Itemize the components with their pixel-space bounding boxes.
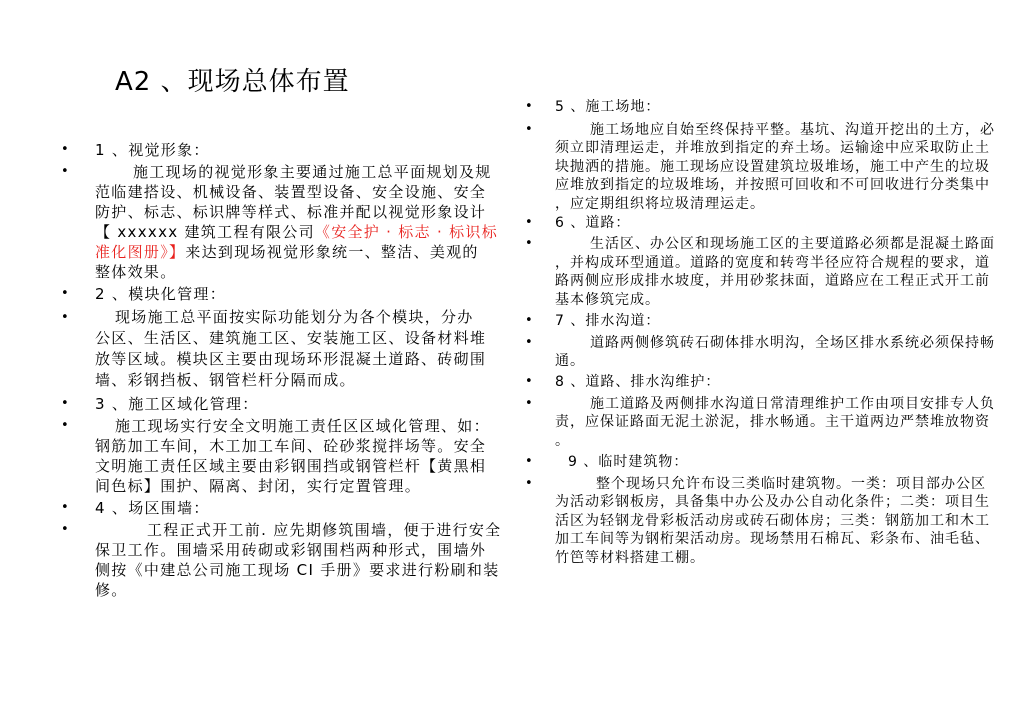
paragraph-line: 责，应保证路面无泥土淤泥，排水畅通。主干道两边严禁堆放物资	[555, 414, 990, 431]
bullet-dot: •	[525, 396, 534, 411]
paragraph-line: 钢筋加工车间，木工加工车间、砼砂浆搅拌场等。安全	[95, 437, 487, 455]
paragraph	[61, 162, 499, 282]
heading-text: 4 、场区围墙：	[95, 499, 210, 517]
paragraph-line: 为活动彩钢板房，具备集中办公及办公自动化条件；二类：项目生	[555, 494, 990, 511]
page-title: A2 、现场总体布置	[115, 67, 350, 97]
paragraph-line: 应堆放到指定的垃圾堆场，并按照可回收和不可回收进行分类集中	[555, 177, 990, 194]
bullet-dot: •	[61, 522, 70, 537]
bullet-dot: •	[61, 310, 70, 325]
paragraph-line: ，并构成环型通道。道路的宽度和转弯半径应符合规程的要求，道	[555, 254, 990, 271]
bullet-dot: •	[61, 164, 70, 179]
paragraph-line: 侧按《中建总公司施工现场 CI 手册》要求进行粉刷和装	[95, 561, 500, 579]
paragraph	[525, 235, 995, 310]
paragraph-line: 施工场地应自始至终保持平整。基坑、沟道开挖出的土方，必	[590, 122, 995, 138]
paragraph-line: 。	[555, 432, 570, 449]
bullet-dot: •	[61, 500, 70, 515]
section-heading	[61, 394, 259, 414]
bullet-dot: •	[525, 122, 534, 137]
section-heading	[525, 98, 661, 116]
bullet-dot: •	[525, 215, 534, 230]
paragraph-line: 生活区、办公区和现场施工区的主要道路必须都是混凝土路面	[590, 236, 995, 252]
paragraph-line: 加工车间等为钢桁架活动房。现场禁用石棉瓦、彩条布、油毛毡、	[555, 531, 990, 548]
bullet-dot: •	[525, 374, 534, 389]
bullet-dot: •	[525, 236, 534, 251]
bullet-dot: •	[61, 396, 70, 411]
bullet-dot: •	[61, 286, 70, 301]
paragraph-line: 施工道路及两侧排水沟道日常清理维护工作由项目安排专人负	[590, 396, 995, 412]
paragraph-line: 保卫工作。围墙采用砖砌或彩钢围档两种形式，围墙外	[95, 541, 487, 559]
heading-text: 7 、排水沟道：	[555, 313, 661, 329]
paragraph-line: 防护、标志、标识牌等样式、标准并配以视觉形象设计	[95, 203, 487, 221]
paragraph	[525, 121, 995, 213]
section-heading	[525, 312, 661, 330]
paragraph	[525, 334, 995, 371]
bullet-dot: •	[525, 476, 534, 491]
heading-text: 6 、道路：	[555, 215, 631, 231]
paragraph-line	[95, 222, 498, 242]
paragraph	[61, 307, 487, 391]
heading-text: 2 、模块化管理：	[95, 285, 227, 303]
paragraph	[61, 416, 490, 496]
paragraph-line: 文明施工责任区域主要由彩钢围挡或钢管栏杆【黄黑相	[95, 457, 487, 475]
section-heading	[525, 453, 689, 471]
paragraph-line: 整个现场只允许布设三类临时建筑物。一类：项目部办公区	[596, 476, 986, 492]
bullet-dot: •	[525, 454, 534, 469]
paragraph-line: 通。	[555, 353, 585, 370]
bullet-dot: •	[525, 99, 534, 114]
heading-text: 1 、视觉形象：	[95, 141, 210, 159]
paragraph-line: 施工现场的视觉形象主要通过施工总平面规划及规	[133, 163, 492, 181]
section-heading	[525, 214, 631, 232]
paragraph-line: 公区、生活区、建筑施工区、安装施工区、设备材料堆	[95, 329, 487, 347]
paragraph-line: 墙、彩钢挡板、钢管栏杆分隔而成。	[95, 371, 356, 389]
paragraph-line: 间色标】围护、隔离、封闭，实行定置管理。	[95, 477, 422, 495]
section-heading	[61, 284, 227, 304]
paragraph-line: 修。	[95, 581, 128, 599]
paragraph-line: 工程正式开工前. 应先期修筑围墙，便于进行安全	[147, 521, 502, 539]
bullet-dot: •	[61, 418, 70, 433]
paragraph-line: ，应定期组织将垃圾清理运走。	[555, 195, 765, 212]
paragraph-line: 须立即清理运走，并堆放到指定的弃土场。运输途中应采取防止土	[555, 140, 990, 157]
paragraph-line: 现场施工总平面按实际功能划分为各个模块，分办	[115, 308, 474, 326]
paragraph-line: 道路两侧修筑砖石砌体排水明沟，全场区排水系统必须保持畅	[590, 335, 995, 351]
heading-text: 9 、临时建筑物：	[568, 454, 689, 470]
paragraph-line: 整体效果。	[95, 263, 177, 281]
paragraph-line: 基本修筑完成。	[555, 292, 660, 309]
manual-title-text: 《安全护 · 标志 · 标识标	[314, 223, 499, 241]
paragraph-line: 竹笆等材料搭建工棚。	[555, 549, 705, 566]
paragraph	[525, 395, 995, 450]
paragraph-line: 块抛洒的措施。施工现场应设置建筑垃圾堆场，施工中产生的垃圾	[555, 158, 990, 175]
paragraph-line: 放等区域。模块区主要由现场环形混凝土道路、砖砌围	[95, 350, 487, 368]
paragraph-text: 来达到现场视觉形象统一、整洁、美观的	[185, 243, 479, 261]
paragraph-line: 范临建搭设、机械设备、装置型设备、安全设施、安全	[95, 183, 487, 201]
paragraph-line: 活区为轻钢龙骨彩板活动房或砖石砌体房；三类：钢筋加工和木工	[555, 512, 990, 529]
section-heading	[525, 373, 721, 391]
company-name-text: 【 xxxxxx 建筑工程有限公司	[95, 223, 315, 241]
bullet-dot: •	[61, 142, 70, 157]
paragraph-line: 路两侧应形成排水坡度，并用砂浆抹面，道路应在工程正式开工前	[555, 273, 990, 290]
heading-text: 5 、施工场地：	[555, 99, 661, 115]
bullet-dot: •	[525, 313, 534, 328]
paragraph	[525, 475, 990, 567]
section-heading	[61, 498, 210, 518]
heading-text: 8 、道路、排水沟维护：	[555, 374, 721, 390]
paragraph-line	[95, 242, 498, 262]
paragraph-line: 施工现场实行安全文明施工责任区区域化管理、如：	[115, 417, 490, 435]
bullet-dot: •	[525, 335, 534, 350]
heading-text: 3 、施工区域化管理：	[95, 395, 259, 413]
paragraph	[61, 520, 502, 600]
section-heading	[61, 140, 210, 160]
manual-title-text: 准化图册》】	[95, 243, 186, 261]
